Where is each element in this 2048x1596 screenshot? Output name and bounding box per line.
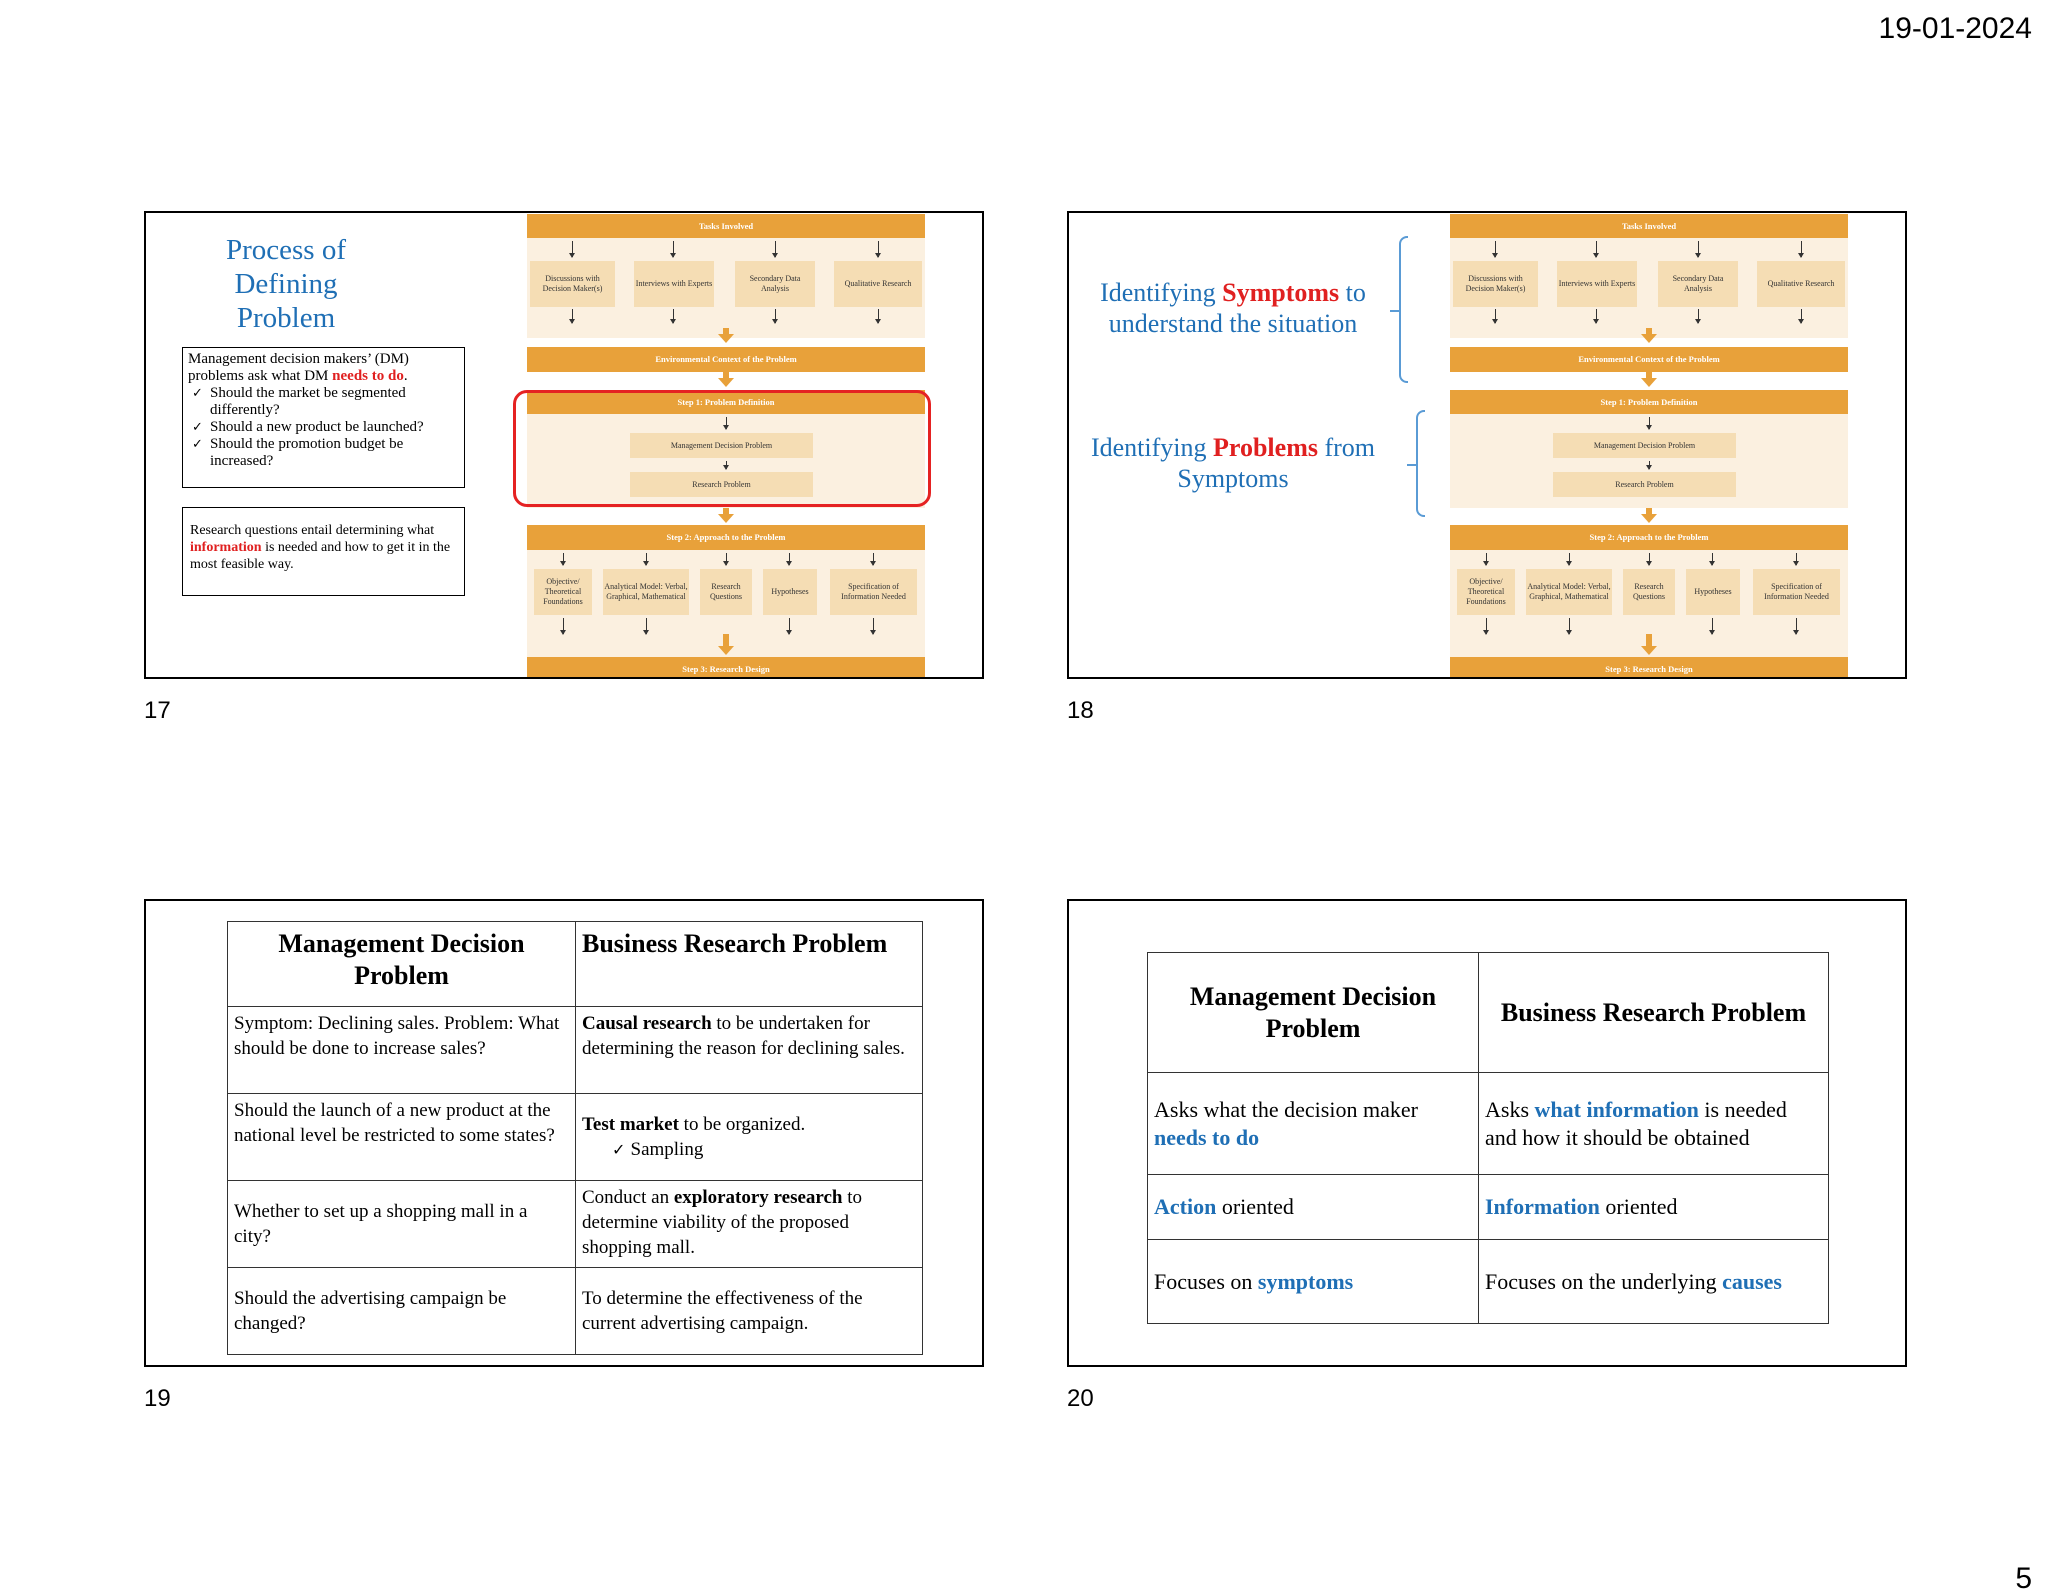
research-questions-box: Research questions entail determining what information is needed and how to get it in the most feasible way. <box>182 507 465 596</box>
column-header: Business Research Problem <box>1479 953 1829 1073</box>
step2-header: Step 2: Approach to the Problem <box>1450 525 1848 550</box>
table-row <box>1148 1175 1829 1240</box>
table-row <box>1148 1073 1829 1175</box>
table-cell: Test market to be organized. ✓ Sampling <box>576 1094 923 1181</box>
approach-component-box: Specification of Information Needed <box>830 569 917 615</box>
step3-header: Step 3: Research Design <box>1450 657 1848 679</box>
step3-header: Step 3: Research Design <box>527 657 925 679</box>
slide-number: 17 <box>144 697 171 724</box>
document-date: 19-01-2024 <box>1878 12 2032 45</box>
table-row <box>1148 1240 1829 1324</box>
approach-component-box: Analytical Model: Verbal, Graphical, Mathematical <box>603 569 689 615</box>
approach-component-box: Research Questions <box>1623 569 1675 615</box>
tasks-header: Tasks Involved <box>1450 214 1848 238</box>
table-row <box>228 1268 923 1355</box>
step2-header: Step 2: Approach to the Problem <box>527 525 925 550</box>
list-item: ✓ Should the promotion budget be increased? <box>188 436 459 470</box>
problems-bracket <box>1416 410 1425 517</box>
table-cell: Asks what information is needed and how it should be obtained <box>1479 1073 1829 1175</box>
table-cell: Action oriented <box>1148 1175 1479 1240</box>
approach-component-box: Objective/ Theoretical Foundations <box>1457 569 1515 615</box>
management-decision-problem-box: Management Decision Problem <box>1553 433 1736 458</box>
table-row <box>228 1094 923 1181</box>
research-problem-box: Research Problem <box>630 472 813 497</box>
slide-number: 18 <box>1067 697 1094 724</box>
comparison-table <box>1147 952 1829 1324</box>
table-cell: To determine the effectiveness of the current advertising campaign. <box>576 1268 923 1355</box>
task-box: Qualitative Research <box>834 261 922 307</box>
approach-component-box: Specification of Information Needed <box>1753 569 1840 615</box>
slide-title: Process of Defining Problem <box>225 234 346 334</box>
task-box: Discussions with Decision Maker(s) <box>530 261 615 307</box>
table-row <box>228 1181 923 1268</box>
task-box: Interviews with Experts <box>1557 261 1637 307</box>
table-cell: Should the advertising campaign be changed? <box>228 1268 576 1355</box>
task-box: Discussions with Decision Maker(s) <box>1453 261 1538 307</box>
table-cell: Whether to set up a shopping mall in a city? <box>228 1181 576 1268</box>
symptoms-bracket <box>1399 236 1408 383</box>
approach-component-box: Hypotheses <box>763 569 817 615</box>
dm-problem-box <box>182 347 465 488</box>
slide-19 <box>144 899 984 1367</box>
column-header: Management Decision Problem <box>228 922 576 1007</box>
tasks-header: Tasks Involved <box>527 214 925 238</box>
approach-component-box: Objective/ Theoretical Foundations <box>534 569 592 615</box>
slide-number: 19 <box>144 1385 171 1412</box>
comparison-table <box>227 921 923 1355</box>
table-cell: Causal research to be undertaken for determining the reason for declining sales. <box>576 1007 923 1094</box>
table-cell: Information oriented <box>1479 1175 1829 1240</box>
task-box: Secondary Data Analysis <box>735 261 815 307</box>
task-box: Secondary Data Analysis <box>1658 261 1738 307</box>
environmental-context-header: Environmental Context of the Problem <box>1450 347 1848 372</box>
slide-18 <box>1067 211 1907 679</box>
dm-question-list <box>188 385 459 470</box>
table-cell: Symptom: Declining sales. Problem: What should be done to increase sales? <box>228 1007 576 1094</box>
step1-header: Step 1: Problem Definition <box>1450 390 1848 414</box>
approach-component-box: Research Questions <box>700 569 752 615</box>
check-icon: ✓ <box>612 1140 626 1159</box>
table-cell: Should the launch of a new product at the national level be restricted to some states? <box>228 1094 576 1181</box>
task-box: Qualitative Research <box>1757 261 1845 307</box>
symptoms-text: Identifying Symptoms to understand the situation <box>1100 278 1366 338</box>
column-header: Management Decision Problem <box>1148 953 1479 1073</box>
table-cell: Asks what the decision maker needs to do <box>1148 1073 1479 1175</box>
slide-number: 20 <box>1067 1385 1094 1412</box>
table-cell: Focuses on the underlying causes <box>1479 1240 1829 1324</box>
page-number: 5 <box>2015 1562 2032 1595</box>
approach-component-box: Analytical Model: Verbal, Graphical, Mathematical <box>1526 569 1612 615</box>
list-item: ✓ Should a new product be launched? <box>188 419 459 436</box>
checklist-item: ✓ Sampling <box>612 1139 704 1160</box>
problems-text: Identifying Problems from Symptoms <box>1090 433 1376 493</box>
table-row <box>228 1007 923 1094</box>
task-box: Interviews with Experts <box>634 261 714 307</box>
management-decision-problem-box: Management Decision Problem <box>630 433 813 458</box>
list-item: ✓ Should the market be segmented differently? <box>188 385 459 419</box>
step1-highlight-frame <box>513 390 931 507</box>
slide-17 <box>144 211 984 679</box>
step1-header: Step 1: Problem Definition <box>527 390 925 414</box>
table-cell: Focuses on symptoms <box>1148 1240 1479 1324</box>
slide-20 <box>1067 899 1907 1367</box>
dm-intro-text: Management decision makers’ (DM) problems ask what DM needs to do. <box>188 351 409 384</box>
problem-definition-flowchart <box>1450 214 1848 679</box>
research-problem-box: Research Problem <box>1553 472 1736 497</box>
table-cell: Conduct an exploratory research to determine viability of the proposed shopping mall. <box>576 1181 923 1268</box>
approach-component-box: Hypotheses <box>1686 569 1740 615</box>
environmental-context-header: Environmental Context of the Problem <box>527 347 925 372</box>
column-header: Business Research Problem <box>576 922 923 1007</box>
